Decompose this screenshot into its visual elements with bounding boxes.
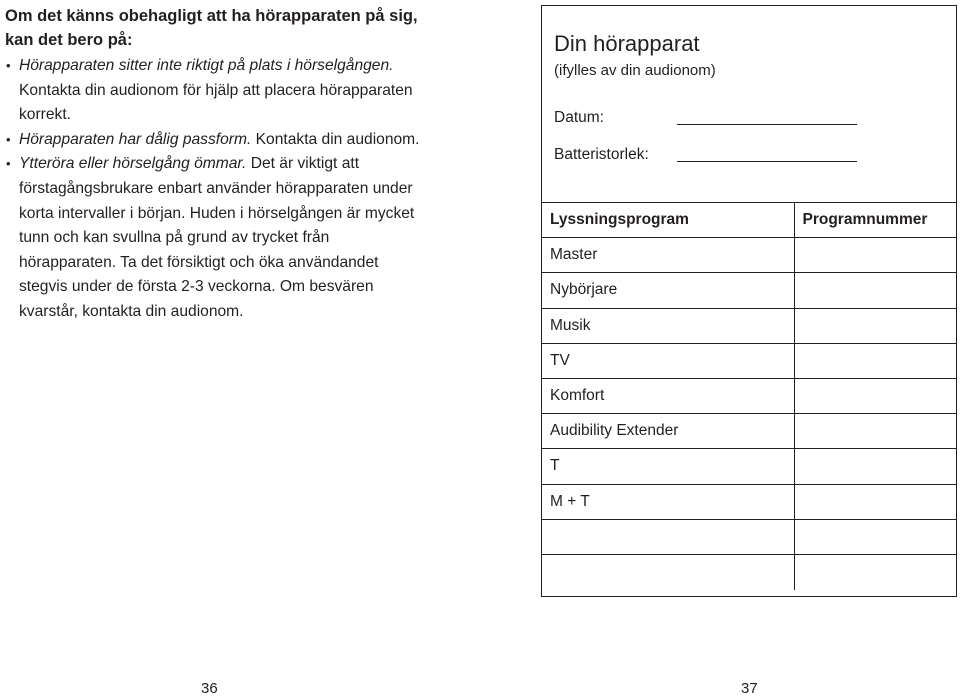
card-subtitle: (ifylles av din audionom) <box>554 62 716 79</box>
page-number-right: 37 <box>741 680 758 697</box>
program-number-cell[interactable] <box>794 519 956 554</box>
table-row <box>542 343 956 378</box>
table-row <box>542 414 956 449</box>
program-name-cell: Nybörjare <box>542 273 794 308</box>
page-number-left: 36 <box>201 680 218 697</box>
program-number-cell[interactable] <box>794 378 956 413</box>
program-name-cell: TV <box>542 343 794 378</box>
program-name-cell[interactable] <box>542 519 794 554</box>
column-header-number: Programnummer <box>794 203 956 238</box>
hearing-aid-card <box>541 5 957 597</box>
table-row <box>542 519 956 554</box>
table-row <box>542 554 956 589</box>
program-number-cell[interactable] <box>794 273 956 308</box>
program-number-cell[interactable] <box>794 414 956 449</box>
list-item <box>5 152 425 324</box>
program-name-cell: T <box>542 449 794 484</box>
program-table <box>542 202 956 590</box>
program-number-cell[interactable] <box>794 308 956 343</box>
table-row <box>542 449 956 484</box>
table-header-row <box>542 203 956 238</box>
cause-text: Kontakta din audionom för hjälp att placera hörapparaten korrekt. <box>19 81 413 124</box>
program-name-cell: Audibility Extender <box>542 414 794 449</box>
cause-text: Det är viktigt att förstagångsbrukare enbart använder hörapparaten under korta intervaller i början. Huden i hörselgången är mycket tunn och kan svullna på grund av trycket från hörapparaten. Ta det försiktigt och öka användandet stegvis under de första 2-3 veckorna. Om besvären kvarstår, kontakta din audionom. <box>19 155 415 320</box>
cause-text: Kontakta din audionom. <box>251 130 420 148</box>
cause-title: Hörapparaten sitter inte riktigt på plats i hörselgången. <box>19 57 394 74</box>
program-name-cell: M + T <box>542 484 794 519</box>
program-name-cell[interactable] <box>542 554 794 589</box>
program-number-cell[interactable] <box>794 238 956 273</box>
date-fill-line[interactable] <box>677 124 857 125</box>
date-field[interactable] <box>554 109 604 127</box>
cause-title: Hörapparaten har dålig passform. <box>19 130 252 148</box>
section-heading: Om det känns obehagligt att ha hörapparaten på sig, kan det bero på: <box>5 7 418 49</box>
program-name-cell: Master <box>542 238 794 273</box>
cause-title: Ytteröra eller hörselgång ömmar. <box>19 155 247 173</box>
list-item <box>5 128 425 153</box>
program-number-cell[interactable] <box>794 449 956 484</box>
program-name-cell: Komfort <box>542 378 794 413</box>
program-name-cell: Musik <box>542 308 794 343</box>
battery-label: Batteristorlek: <box>554 146 649 163</box>
card-title: Din hörapparat <box>554 31 700 56</box>
list-item <box>5 54 425 128</box>
table-row <box>542 308 956 343</box>
table-row <box>542 484 956 519</box>
table-row <box>542 238 956 273</box>
battery-field[interactable] <box>554 146 649 164</box>
column-header-program: Lyssningsprogram <box>542 203 794 238</box>
battery-fill-line[interactable] <box>677 161 857 162</box>
cause-list <box>5 54 425 325</box>
program-number-cell[interactable] <box>794 484 956 519</box>
program-number-cell[interactable] <box>794 343 956 378</box>
table-row <box>542 273 956 308</box>
date-label: Datum: <box>554 109 604 126</box>
program-number-cell[interactable] <box>794 554 956 589</box>
table-row <box>542 378 956 413</box>
